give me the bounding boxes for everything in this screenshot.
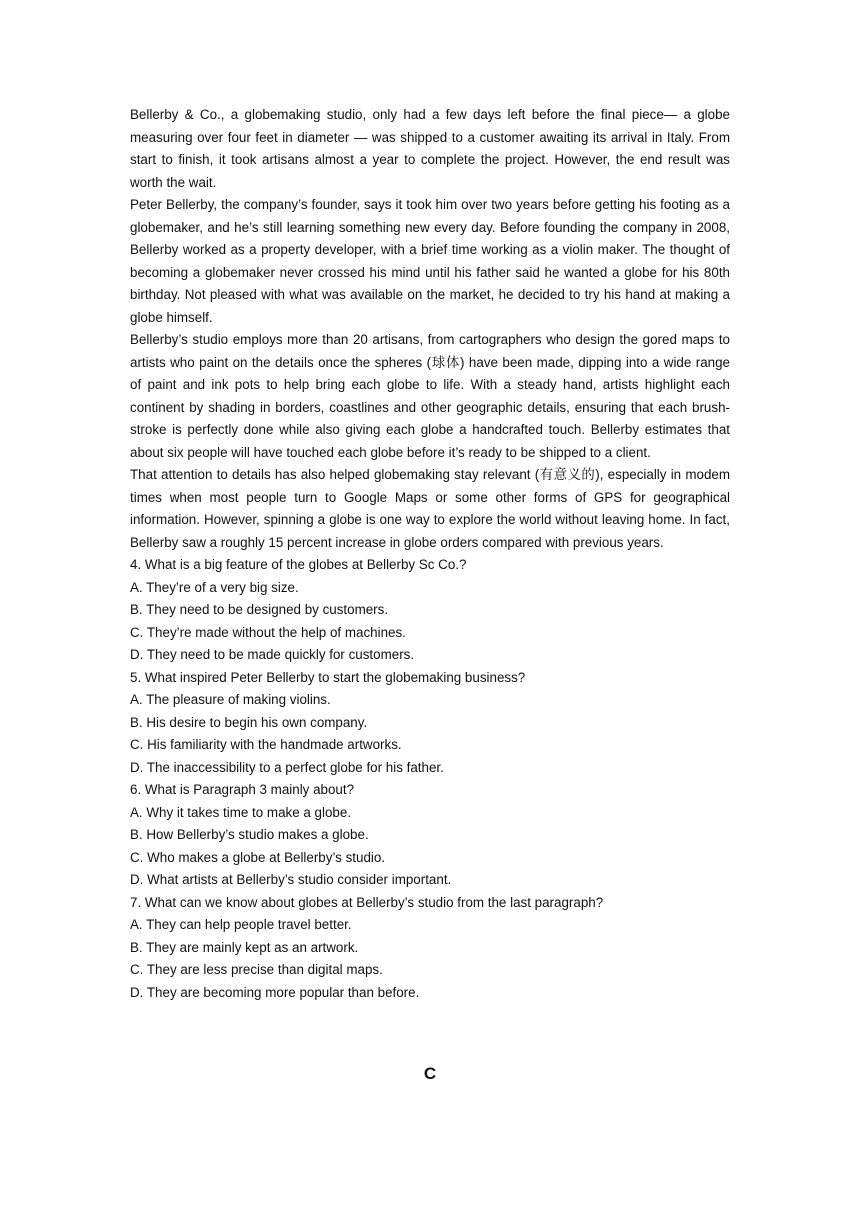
option-c: C. They’re made without the help of machines. — [130, 624, 406, 640]
passage-paragraph-1: Bellerby & Co., a globemaking studio, only had a few days left before the final piece— a globe measuring over four feet in diameter — was shipped to a customer awaiting its arrival in Italy. From start to finish, it took artisans almost a year to complete the project. However, the end result was worth the wait. — [130, 107, 730, 190]
option-b: B. How Bellerby’s studio makes a globe. — [130, 827, 369, 842]
passage-paragraph-2: Peter Bellerby, the company’s founder, says it took him over two years before getting his footing as a globemaker, and he’s still learning something new every day. Before founding the company in 2008, Bellerby worked as a property developer, with a brief time working as a violin maker. The thought of becoming a globemaker never crossed his mind until his father said he wanted a globe for his 80th birthday. Not pleased with what was available on the market, he decided to try his hand at making a globe himself. — [130, 197, 730, 325]
option-d: D. They need to be made quickly for customers. — [130, 647, 415, 662]
document-body — [130, 104, 730, 1004]
question-stem: 6. What is Paragraph 3 mainly about? — [130, 782, 355, 797]
question-6 — [130, 779, 730, 892]
option-b: B. They need to be designed by customers. — [130, 602, 389, 617]
question-stem: 7. What can we know about globes at Bellerby’s studio from the last paragraph? — [130, 894, 604, 910]
question-stem: 5. What inspired Peter Bellerby to start the globemaking business? — [130, 669, 526, 685]
reading-passage — [130, 104, 730, 554]
option-c: C. They are less precise than digital maps. — [130, 962, 383, 977]
option-a: A. They can help people travel better. — [130, 917, 352, 932]
question-4 — [130, 554, 730, 667]
option-a: A. The pleasure of making violins. — [130, 692, 331, 707]
question-5 — [130, 667, 730, 780]
passage-paragraph-4: That attention to details has also helped globemaking stay relevant (有意义的), especially in modem times when most people turn to Google Maps or some other forms of GPS for geographical information. However, spinning a globe is one way to explore the world without leaving home. In fact, Bellerby saw a roughly 15 percent increase in globe orders compared with previous years. — [130, 467, 730, 550]
section-heading: C — [423, 1064, 437, 1083]
option-d: D. The inaccessibility to a perfect globe for his father. — [130, 759, 444, 775]
option-d: D. They are becoming more popular than before. — [130, 984, 420, 1000]
option-b: B. His desire to begin his own company. — [130, 714, 368, 730]
question-stem: 4. What is a big feature of the globes at Bellerby Sc Co.? — [130, 557, 467, 572]
option-d: D. What artists at Bellerby’s studio consider important. — [130, 872, 452, 887]
option-c: C. His familiarity with the handmade artworks. — [130, 737, 402, 752]
passage-paragraph-3: Bellerby’s studio employs more than 20 artisans, from cartographers who design the gored maps to artists who paint on the details once the spheres (球体) have been made, dipping into a wide range of paint and ink pots to help bring each globe to life. With a steady hand, artists highlight each continent by shading in borders, coastlines and other geographic details, ensuring that each brush-stroke is perfectly done while also giving each globe a handcrafted touch. Bellerby estimates that about six people will have touched each globe before it’s ready to be shipped to a client. — [130, 332, 730, 460]
option-c: C. Who makes a globe at Bellerby’s studio. — [130, 849, 386, 865]
option-a: A. They’re of a very big size. — [130, 579, 299, 595]
option-b: B. They are mainly kept as an artwork. — [130, 939, 359, 955]
question-7 — [130, 892, 730, 1005]
option-a: A. Why it takes time to make a globe. — [130, 804, 352, 820]
